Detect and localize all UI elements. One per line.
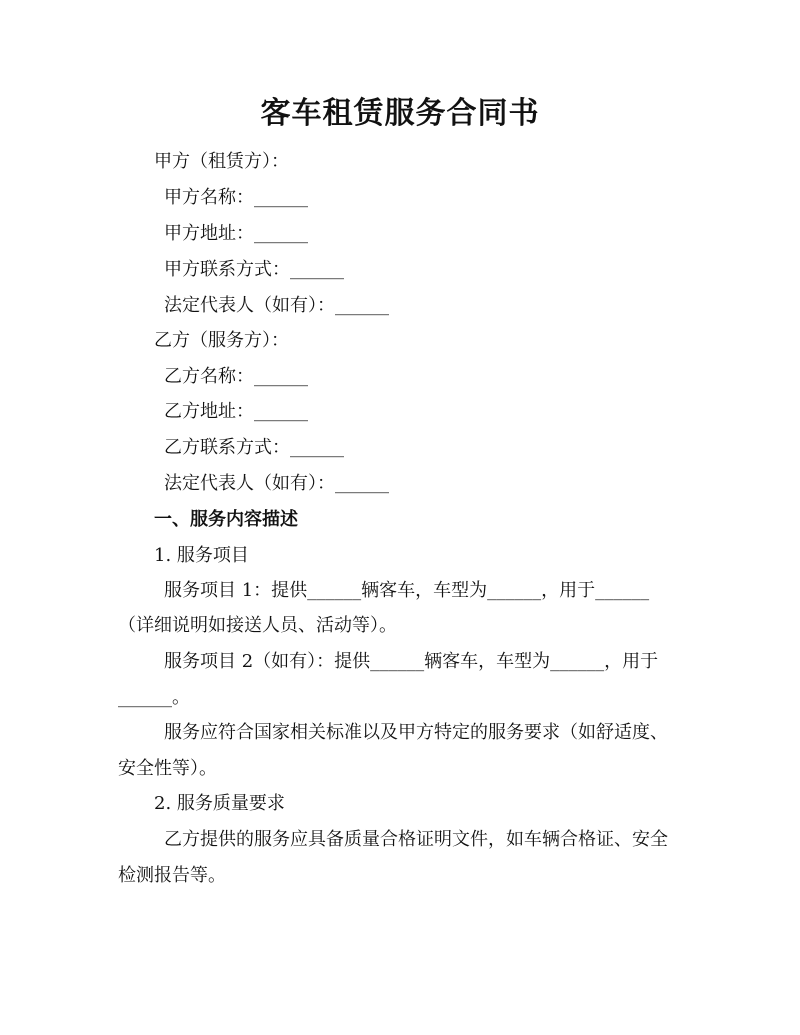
document-title: 客车租赁服务合同书 [260,96,540,131]
party-b-representative: 法定代表人（如有）：______ [164,473,389,494]
service-item-1-line-1: 服务项目 1：提供______辆客车，车型为______，用于______ [164,580,650,601]
party-a-address: 甲方地址：______ [164,223,308,244]
party-a-heading: 甲方（租赁方）： [154,151,289,172]
section-1-heading: 一、服务内容描述 [154,509,298,530]
service-standard-line-2: 安全性等）。 [118,758,217,779]
party-b-contact: 乙方联系方式：______ [164,437,344,458]
quality-requirement-line-1: 乙方提供的服务应具备质量合格证明文件，如车辆合格证、安全 [164,829,668,850]
subsection-2-heading: 2. 服务质量要求 [154,793,285,814]
service-item-1-line-2: （详细说明如接送人员、活动等）。 [118,615,397,636]
party-a-contact: 甲方联系方式：______ [164,259,344,280]
party-a-representative: 法定代表人（如有）：______ [164,295,389,316]
party-b-heading: 乙方（服务方）： [154,330,289,351]
service-standard-line-1: 服务应符合国家相关标准以及甲方特定的服务要求（如舒适度、 [164,722,668,743]
party-a-name: 甲方名称：______ [164,187,308,208]
party-b-name: 乙方名称：______ [164,366,308,387]
service-item-2-line-1: 服务项目 2（如有）：提供______辆客车，车型为______，用于 [164,651,659,672]
service-item-2-line-2: ______。 [118,687,190,708]
quality-requirement-line-2: 检测报告等。 [118,865,226,886]
party-b-address: 乙方地址：______ [164,401,308,422]
subsection-1-heading: 1. 服务项目 [154,545,249,566]
